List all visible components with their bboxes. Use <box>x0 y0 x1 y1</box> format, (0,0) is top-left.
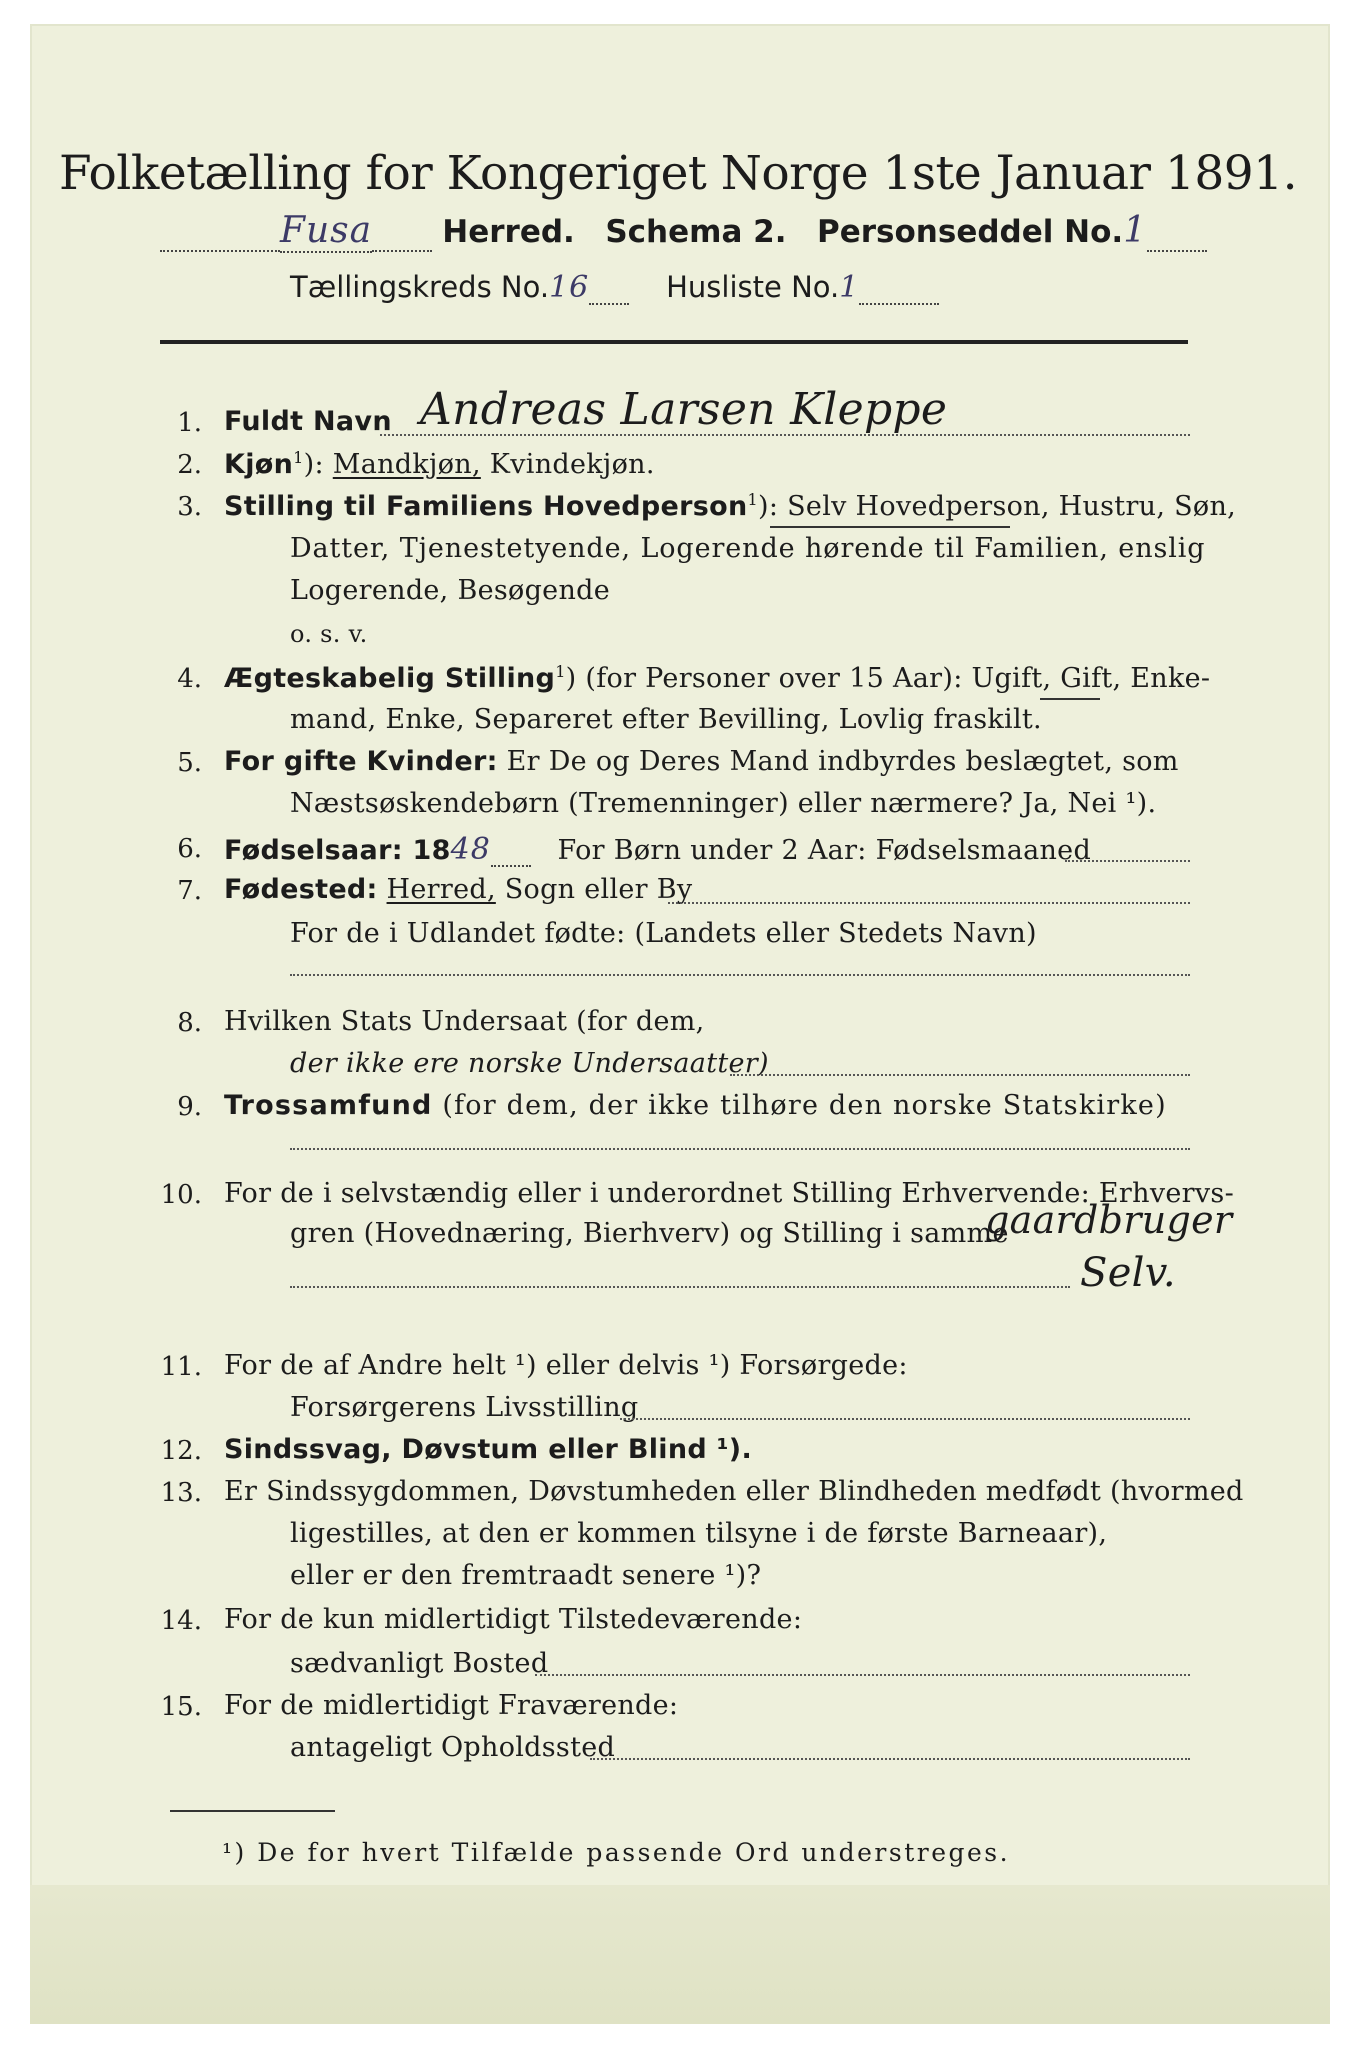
q4-line1-rest: ) (for Personer over 15 Aar): Ugift, Gift, Enke- <box>565 663 1211 694</box>
q9-line <box>224 1090 1167 1121</box>
q6-number: 6. <box>177 834 202 864</box>
q9-number: 9. <box>177 1092 202 1122</box>
q6-label: Fødselsaar: 18 <box>224 835 451 866</box>
q10-fill-line <box>290 1286 1070 1288</box>
kreds-line <box>290 270 939 305</box>
q5-number: 5. <box>177 748 202 778</box>
q3-line2: Datter, Tjenestetyende, Logerende hørende til Familien, enslig <box>290 533 1206 564</box>
q6-value: 48 <box>450 832 491 867</box>
q2-option-male: Mandkjøn, <box>332 449 481 480</box>
q6-fill-line <box>1065 860 1190 862</box>
kreds-label: Tællingskreds No. <box>290 270 550 304</box>
q12-number: 12. <box>160 1436 202 1466</box>
q10-line2: gren (Hovednæring, Bierhverv) og Stilling i samme <box>290 1218 1009 1249</box>
q7-fill-line <box>668 902 1190 904</box>
schema-label: Schema 2. <box>605 214 787 250</box>
q6-rest: For Børn under 2 Aar: Fødselsmaaned <box>557 835 1092 866</box>
q3-line1: Stilling til Familiens Hovedperson$^1$): Selv Hovedperson, Hustru, Søn, <box>224 490 1237 522</box>
q13-line2: ligestilles, at den er kommen tilsyne i de første Barneaar), <box>290 1518 1108 1549</box>
husliste-value: 1 <box>839 270 860 305</box>
q6-line <box>224 832 1091 867</box>
q10-line1: For de i selvstændig eller i underordnet Stilling Erhvervende: Erhvervs- <box>224 1178 1234 1209</box>
q14-fill-line <box>535 1674 1190 1676</box>
q2-option-female: Kvindekjøn. <box>489 449 655 480</box>
q4-label: Ægteskabelig Stilling <box>224 663 556 694</box>
q7-number: 7. <box>177 876 202 906</box>
kreds-value: 16 <box>549 270 590 305</box>
husliste-label: Husliste No. <box>666 270 840 304</box>
herred-line <box>160 210 1207 252</box>
q10-value-occupation: gaardbruger <box>985 1198 1233 1242</box>
q4-underline-gift <box>1040 698 1100 700</box>
q3-number: 3. <box>177 492 202 522</box>
q5-line1 <box>224 746 1179 777</box>
q3-underline-selv <box>770 526 1010 528</box>
q4-number: 4. <box>177 664 202 694</box>
q4-line1: Ægteskabelig Stilling$^1$) (for Personer over 15 Aar): Ugift, Gift, Enke- <box>224 662 1211 694</box>
q1-value: Andreas Larsen Kleppe <box>420 384 948 435</box>
q10-value-status: Selv. <box>1080 1250 1176 1296</box>
paper-edge <box>30 1885 1330 2024</box>
header-rule <box>160 340 1188 344</box>
q7-line1 <box>224 874 692 905</box>
footnote: ¹) De for hvert Tilfælde passende Ord understreges. <box>222 1838 1011 1867</box>
q7-line2: For de i Udlandet fødte: (Landets eller Stedets Navn) <box>290 918 1037 949</box>
q8-line1: Hvilken Stats Undersaat (for dem, <box>224 1006 705 1037</box>
q5-label: For gifte Kvinder: <box>224 746 498 777</box>
herred-label: Herred. <box>442 214 575 250</box>
personseddel-value: 1 <box>1123 210 1148 251</box>
q7-label: Fødested: <box>224 874 378 905</box>
q14-line2: sædvanligt Bosted <box>290 1648 549 1679</box>
q15-number: 15. <box>160 1692 202 1722</box>
q7-rest: Sogn eller By <box>504 874 693 905</box>
q2-number: 2. <box>177 450 202 480</box>
q11-line2: Forsørgerens Livsstilling <box>290 1392 639 1423</box>
footnote-rule <box>170 1810 335 1812</box>
q3-label: Stilling til Familiens Hovedperson <box>224 491 748 522</box>
form-title: Folketælling for Kongeriget Norge 1ste Januar 1891. <box>58 146 1298 201</box>
q11-fill-line <box>620 1418 1190 1420</box>
q13-number: 13. <box>160 1478 202 1508</box>
q4-line2: mand, Enke, Separeret efter Bevilling, Lovlig fraskilt. <box>290 704 1042 735</box>
q3-line3: Logerende, Besøgende <box>290 575 610 606</box>
q8-number: 8. <box>177 1008 202 1038</box>
q15-line1: For de midlertidigt Fraværende: <box>224 1690 679 1721</box>
q5-line2: Næstsøskendebørn (Tremenninger) eller nærmere? Ja, Nei ¹). <box>290 788 1157 819</box>
q2-sup: 1 <box>293 448 304 467</box>
q2-line: Kjøn$^1$): Mandkjøn, Kvindekjøn. <box>224 448 655 480</box>
q7-fill-line-2 <box>290 974 1190 976</box>
q8-fill-line <box>730 1074 1190 1076</box>
herred-value: Fusa <box>280 210 373 251</box>
q3-line4: o. s. v. <box>290 620 368 648</box>
q9-fill-line <box>290 1148 1190 1150</box>
q9-rest: (for dem, der ikke tilhøre den norske Statskirke) <box>442 1090 1167 1121</box>
q13-line3: eller er den fremtraadt senere ¹)? <box>290 1560 762 1591</box>
q3-line1-rest: ): Selv Hovedperson, Hustru, Søn, <box>758 491 1237 522</box>
q8-line2: der ikke ere norske Undersaatter) <box>290 1048 769 1079</box>
q1-label: Fuldt Navn <box>224 406 392 437</box>
q2-label: Kjøn <box>224 449 294 480</box>
q13-line1: Er Sindssygdommen, Døvstumheden eller Blindheden medfødt (hvormed <box>224 1476 1244 1507</box>
q14-number: 14. <box>160 1606 202 1636</box>
q11-number: 11. <box>160 1352 202 1382</box>
q9-label: Trossamfund <box>224 1090 433 1121</box>
personseddel-label: Personseddel No. <box>817 214 1124 250</box>
q14-line1: For de kun midlertidigt Tilstedeværende: <box>224 1604 803 1635</box>
q11-line1: For de af Andre helt ¹) eller delvis ¹) Forsørgede: <box>224 1350 908 1381</box>
q15-line2: antageligt Opholdssted <box>290 1732 616 1763</box>
q1-number: 1. <box>177 408 202 438</box>
q10-number: 10. <box>160 1180 202 1210</box>
q7-option-herred: Herred, <box>386 874 496 905</box>
q12-line1: Sindssvag, Døvstum eller Blind ¹). <box>224 1434 752 1465</box>
q15-fill-line <box>590 1758 1190 1760</box>
q5-line1-rest: Er De og Deres Mand indbyrdes beslægtet, som <box>506 746 1179 777</box>
